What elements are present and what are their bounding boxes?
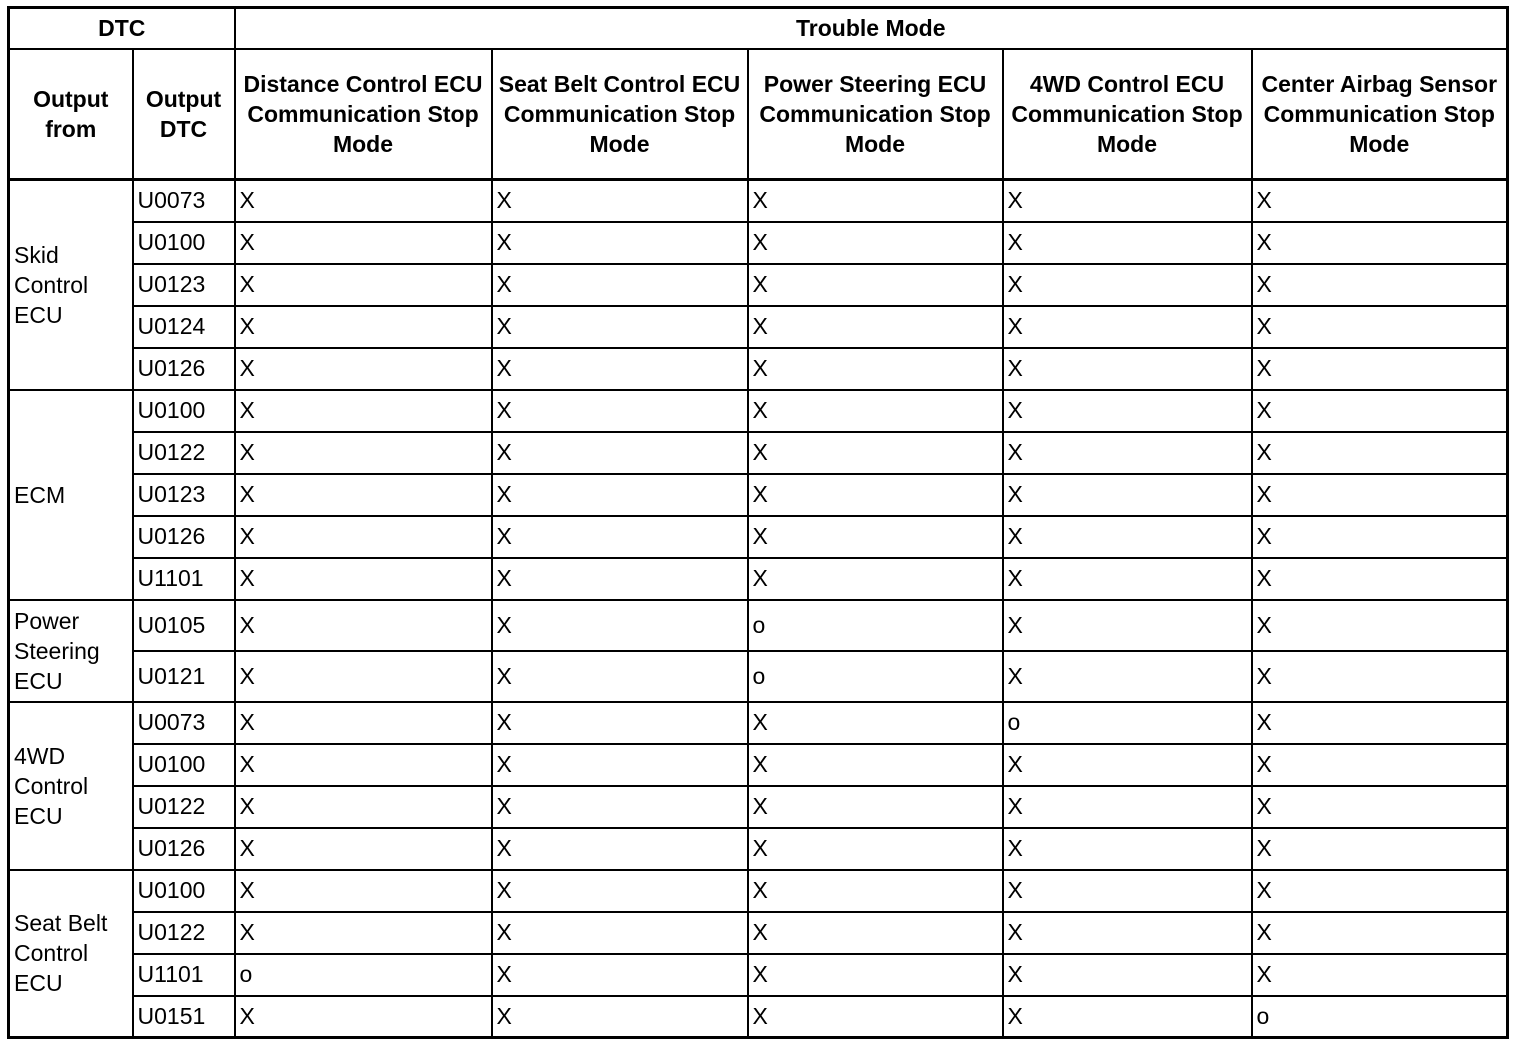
mode-mark-cell: X (748, 516, 1003, 558)
table-row (9, 702, 1508, 744)
mode-mark-cell: X (748, 828, 1003, 870)
mode-mark-cell: X (1003, 870, 1252, 912)
mode-mark-cell: X (748, 786, 1003, 828)
mode-mark-cell: X (492, 600, 748, 651)
mode-mark-cell: X (748, 348, 1003, 390)
mode-mark-cell: o (748, 600, 1003, 651)
mode-mark-cell: X (492, 558, 748, 600)
output-dtc-header: Output DTC (133, 49, 235, 180)
mode-mark-cell: X (492, 912, 748, 954)
mode-mark-cell: X (492, 744, 748, 786)
output-dtc-cell: U0121 (133, 651, 235, 702)
table-body (9, 180, 1508, 1038)
mode-mark-cell: X (235, 786, 492, 828)
mode-mark-cell: X (492, 306, 748, 348)
mode-mark-cell: X (1003, 744, 1252, 786)
mode-mark-cell: X (1252, 954, 1508, 996)
mode-mark-cell: X (1252, 744, 1508, 786)
mode-mark-cell: X (492, 348, 748, 390)
mode-mark-cell: X (748, 870, 1003, 912)
trouble-mode-group-header: Trouble Mode (235, 8, 1508, 50)
mode-mark-cell: X (1252, 432, 1508, 474)
mode-mark-cell: X (492, 996, 748, 1038)
mode-mark-cell: X (1003, 348, 1252, 390)
mode-mark-cell: X (235, 306, 492, 348)
mode-mark-cell: X (235, 432, 492, 474)
mode-mark-cell: X (1252, 348, 1508, 390)
output-from-header: Output from (9, 49, 133, 180)
output-dtc-cell: U0123 (133, 474, 235, 516)
mode-mark-cell: X (748, 702, 1003, 744)
table-row (9, 264, 1508, 306)
mode-mark-cell: X (235, 702, 492, 744)
output-from-cell: ECM (9, 390, 133, 600)
mode-mark-cell: X (748, 222, 1003, 264)
mode-mark-cell: X (748, 264, 1003, 306)
output-dtc-cell: U0100 (133, 390, 235, 432)
mode-mark-cell: X (1003, 474, 1252, 516)
mode-mark-cell: X (1252, 828, 1508, 870)
mode-mark-cell: X (748, 390, 1003, 432)
table-row (9, 954, 1508, 996)
table-row (9, 516, 1508, 558)
mode-mark-cell: X (1003, 912, 1252, 954)
mode-mark-cell: X (748, 432, 1003, 474)
output-dtc-cell: U0122 (133, 786, 235, 828)
table-row (9, 912, 1508, 954)
table-row (9, 390, 1508, 432)
mode-mark-cell: X (492, 651, 748, 702)
output-dtc-cell: U0126 (133, 348, 235, 390)
mode-header-center-airbag: Center Airbag Sensor Communication Stop Mode (1252, 49, 1508, 180)
output-dtc-cell: U0123 (133, 264, 235, 306)
mode-mark-cell: X (748, 744, 1003, 786)
mode-mark-cell: X (492, 264, 748, 306)
mode-mark-cell: X (235, 180, 492, 222)
mode-mark-cell: X (492, 222, 748, 264)
mode-mark-cell: o (748, 651, 1003, 702)
mode-mark-cell: X (1003, 954, 1252, 996)
mode-mark-cell: X (1252, 180, 1508, 222)
mode-header-seat-belt-control: Seat Belt Control ECU Communication Stop Mode (492, 49, 748, 180)
table-row (9, 348, 1508, 390)
output-from-cell: Power Steering ECU (9, 600, 133, 702)
table-row (9, 744, 1508, 786)
mode-mark-cell: X (1003, 651, 1252, 702)
mode-header-power-steering: Power Steering ECU Communication Stop Mode (748, 49, 1003, 180)
output-from-cell: Seat Belt Control ECU (9, 870, 133, 1038)
mode-mark-cell: o (1003, 702, 1252, 744)
mode-mark-cell: X (235, 912, 492, 954)
mode-mark-cell: X (1003, 306, 1252, 348)
mode-mark-cell: X (1003, 180, 1252, 222)
mode-mark-cell: X (235, 390, 492, 432)
mode-header-4wd-control: 4WD Control ECU Communication Stop Mode (1003, 49, 1252, 180)
mode-mark-cell: X (1252, 558, 1508, 600)
output-dtc-cell: U0122 (133, 432, 235, 474)
table-row (9, 786, 1508, 828)
output-dtc-cell: U0100 (133, 744, 235, 786)
mode-mark-cell: X (1003, 558, 1252, 600)
mode-mark-cell: X (1003, 390, 1252, 432)
mode-mark-cell: X (748, 180, 1003, 222)
table-row (9, 651, 1508, 702)
mode-mark-cell: X (235, 474, 492, 516)
mode-mark-cell: X (748, 474, 1003, 516)
mode-mark-cell: X (235, 348, 492, 390)
table-row (9, 306, 1508, 348)
mode-mark-cell: X (235, 870, 492, 912)
output-dtc-cell: U0105 (133, 600, 235, 651)
table-row (9, 180, 1508, 222)
mode-mark-cell: X (1003, 600, 1252, 651)
output-dtc-cell: U0100 (133, 870, 235, 912)
output-dtc-cell: U0100 (133, 222, 235, 264)
dtc-trouble-mode-table (7, 6, 1509, 1039)
mode-mark-cell: X (1252, 222, 1508, 264)
mode-mark-cell: X (235, 600, 492, 651)
mode-mark-cell: X (235, 264, 492, 306)
mode-mark-cell: X (235, 828, 492, 870)
table-row (9, 222, 1508, 264)
mode-header-distance-control: Distance Control ECU Communication Stop Mode (235, 49, 492, 180)
mode-mark-cell: o (235, 954, 492, 996)
mode-mark-cell: X (492, 390, 748, 432)
mode-mark-cell: X (492, 516, 748, 558)
mode-mark-cell: X (1252, 786, 1508, 828)
table-row (9, 600, 1508, 651)
mode-mark-cell: X (1003, 264, 1252, 306)
mode-mark-cell: X (748, 954, 1003, 996)
mode-mark-cell: X (1252, 306, 1508, 348)
mode-mark-cell: X (492, 954, 748, 996)
output-from-cell: Skid Control ECU (9, 180, 133, 390)
output-dtc-cell: U0126 (133, 828, 235, 870)
mode-mark-cell: X (748, 996, 1003, 1038)
table-row (9, 474, 1508, 516)
mode-mark-cell: X (235, 651, 492, 702)
mode-mark-cell: X (1252, 474, 1508, 516)
table-row (9, 558, 1508, 600)
mode-mark-cell: X (235, 744, 492, 786)
mode-mark-cell: X (492, 786, 748, 828)
mode-mark-cell: X (1252, 264, 1508, 306)
mode-mark-cell: X (748, 558, 1003, 600)
mode-mark-cell: X (235, 222, 492, 264)
mode-mark-cell: X (748, 912, 1003, 954)
mode-mark-cell: X (235, 996, 492, 1038)
mode-mark-cell: X (1003, 432, 1252, 474)
output-dtc-cell: U0126 (133, 516, 235, 558)
mode-mark-cell: X (492, 474, 748, 516)
mode-mark-cell: X (1003, 516, 1252, 558)
mode-mark-cell: X (1252, 702, 1508, 744)
mode-mark-cell: X (1252, 912, 1508, 954)
mode-mark-cell: X (1252, 651, 1508, 702)
dtc-group-header: DTC (9, 8, 235, 50)
output-from-cell: 4WD Control ECU (9, 702, 133, 870)
mode-mark-cell: X (1252, 870, 1508, 912)
mode-mark-cell: X (492, 432, 748, 474)
output-dtc-cell: U0073 (133, 180, 235, 222)
table-row (9, 870, 1508, 912)
mode-mark-cell: X (748, 306, 1003, 348)
mode-mark-cell: X (1003, 786, 1252, 828)
mode-mark-cell: X (1252, 600, 1508, 651)
output-dtc-cell: U0151 (133, 996, 235, 1038)
mode-mark-cell: X (235, 558, 492, 600)
mode-mark-cell: X (492, 870, 748, 912)
mode-mark-cell: X (492, 828, 748, 870)
table-row (9, 996, 1508, 1038)
table-row (9, 828, 1508, 870)
output-dtc-cell: U0124 (133, 306, 235, 348)
mode-mark-cell: X (1252, 390, 1508, 432)
mode-mark-cell: X (492, 702, 748, 744)
table-row (9, 432, 1508, 474)
mode-mark-cell: X (1003, 996, 1252, 1038)
mode-mark-cell: X (492, 180, 748, 222)
mode-mark-cell: X (235, 516, 492, 558)
output-dtc-cell: U1101 (133, 558, 235, 600)
mode-mark-cell: o (1252, 996, 1508, 1038)
mode-mark-cell: X (1252, 516, 1508, 558)
output-dtc-cell: U0122 (133, 912, 235, 954)
mode-mark-cell: X (1003, 222, 1252, 264)
output-dtc-cell: U0073 (133, 702, 235, 744)
mode-mark-cell: X (1003, 828, 1252, 870)
output-dtc-cell: U1101 (133, 954, 235, 996)
